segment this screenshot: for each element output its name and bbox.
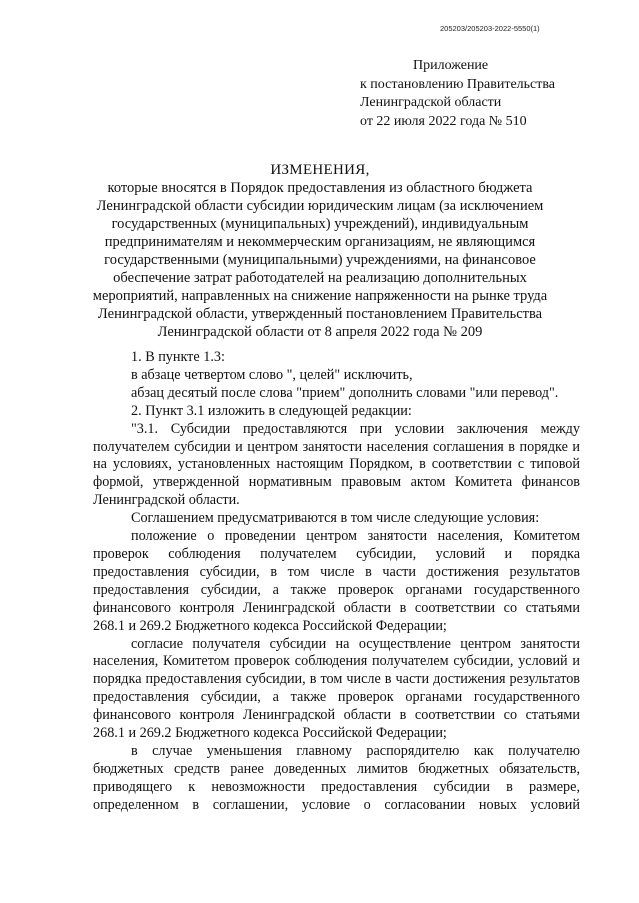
title-line: государственных (муниципальных) учреждений), индивидуальным	[111, 216, 529, 232]
document-title	[85, 161, 555, 341]
paragraph: согласие получателя субсидии на осуществление центром занятости населения, Комитетом проверок соблюдения получателем субсидии, условий и порядка предоставления субсидии, в том числе в части достижения результатов предоставления субсидии, а также проверок органами государственного финансового контроля Ленинградской области в соответствии со статьями 268.1 и 269.2 Бюджетного кодекса Российской Федерации;	[93, 635, 580, 742]
document-id: 205203/205203-2022-5550(1)	[440, 24, 540, 33]
appendix-line: от 22 июля 2022 года № 510	[360, 113, 527, 129]
title-line: государственными (муниципальными) учреждениями, на финансовое	[104, 252, 536, 268]
title-line: мероприятий, направленных на снижение напряженности на рынке труда	[92, 288, 548, 304]
paragraph: абзац десятый после слова "прием" дополнить словами "или перевод".	[131, 384, 559, 401]
title-line: Ленинградской области, утвержденный постановлением Правительства	[97, 306, 543, 322]
appendix-block	[360, 57, 630, 131]
title-line: Ленинградской области субсидии юридическим лицам (за исключением	[96, 198, 544, 214]
appendix-line: Ленинградской области	[360, 95, 502, 110]
paragraph: в случае уменьшения главному распорядителю как получателю бюджетных средств ранее доведенных лимитов бюджетных обязательств, приводящего к невозможности предоставления субсидии в размере, определенном в соглашении, условие о согласовании новых условий	[93, 742, 580, 813]
title-line: обеспечение затрат работодателей на реализацию дополнительных	[113, 270, 527, 286]
title-heading: ИЗМЕНЕНИЯ,	[270, 162, 370, 178]
paragraph: Соглашением предусматриваются в том числе следующие условия:	[131, 510, 540, 527]
appendix-line: к постановлению Правительства	[360, 76, 556, 92]
title-line: предпринимателям и некоммерческим организациям, не являющимся	[104, 234, 536, 250]
paragraph: в абзаце четвертом слово ", целей" исключить,	[131, 366, 413, 383]
paragraph: "3.1. Субсидии предоставляются при условии заключения между получателем субсидии и центром занятости населения соглашения в порядке и на условиях, установленных настоящим Порядком, в соответствии с типовой формой, утвержденной нормативным правовым актом Комитета финансов Ленинградской области.	[93, 420, 580, 509]
title-line: Ленинградской области от 8 апреля 2022 года № 209	[157, 324, 483, 340]
document-body	[93, 349, 580, 815]
paragraph: положение о проведении центром занятости населения, Комитетом проверок соблюдения получателем субсидии, условий и порядка предоставления субсидии, в том числе в части достижения результатов предоставления субсидии, а также проверок органами государственного финансового контроля Ленинградской области в соответствии со статьями 268.1 и 269.2 Бюджетного кодекса Российской Федерации;	[93, 528, 580, 634]
appendix-line: Приложение	[413, 58, 489, 73]
paragraph: 2. Пункт 3.1 изложить в следующей редакции:	[131, 402, 412, 419]
title-line: которые вносятся в Порядок предоставления из областного бюджета	[107, 180, 533, 196]
paragraph: 1. В пункте 1.3:	[131, 349, 225, 365]
